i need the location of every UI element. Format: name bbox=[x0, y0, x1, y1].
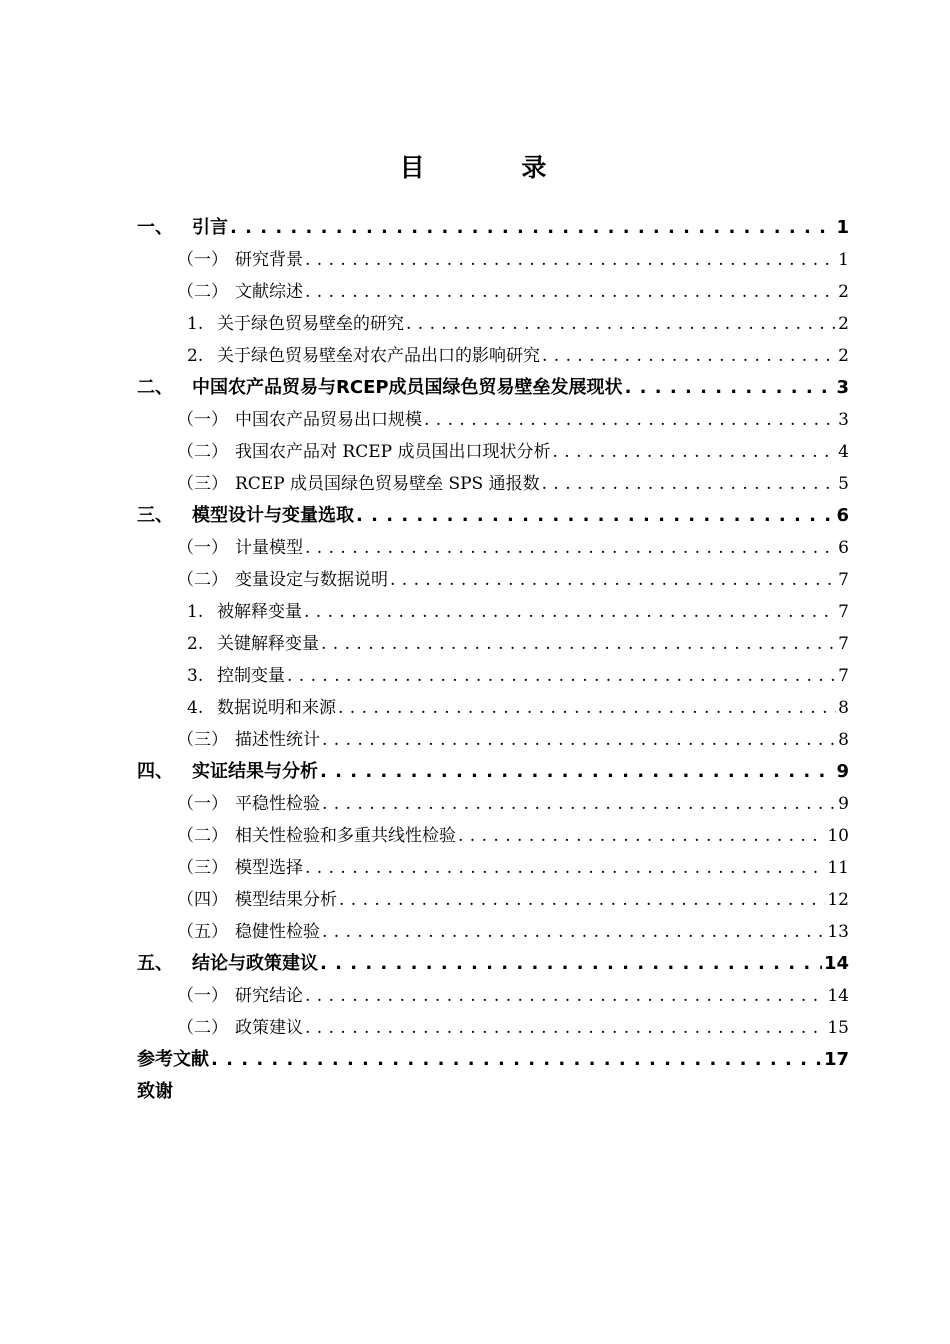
toc-entry-number: 三、 bbox=[137, 505, 173, 526]
toc-entry-title: 数据说明和来源 bbox=[217, 698, 336, 718]
toc-entry-number: 五、 bbox=[137, 953, 173, 974]
page-title: 目 录 bbox=[399, 153, 591, 182]
toc-page-number: 7 bbox=[838, 634, 849, 654]
toc-entry-title: 我国农产品对 RCEP 成员国出口现状分析 bbox=[235, 442, 551, 462]
toc-entry-number: （一） bbox=[177, 794, 228, 814]
toc-entry-title: 政策建议 bbox=[235, 1018, 303, 1038]
toc-dot-leader bbox=[458, 820, 825, 852]
toc-entry-number: 1. bbox=[187, 314, 204, 334]
toc-entry-number: （一） bbox=[177, 986, 228, 1006]
toc-entry[interactable] bbox=[137, 308, 849, 340]
toc-dot-leader bbox=[305, 1012, 825, 1044]
toc-dot-leader bbox=[552, 436, 836, 468]
toc-page-number: 14 bbox=[823, 953, 849, 974]
toc-page-number: 9 bbox=[836, 761, 849, 782]
toc-dot-leader bbox=[320, 948, 822, 980]
toc-entry-title: 结论与政策建议 bbox=[192, 953, 318, 974]
toc-page-number: 6 bbox=[836, 505, 849, 526]
toc-entry-title: 计量模型 bbox=[235, 538, 303, 558]
toc-entry-number: （一） bbox=[177, 538, 228, 558]
toc-entry[interactable] bbox=[137, 1012, 849, 1044]
toc-dot-leader bbox=[356, 500, 834, 532]
toc-entry[interactable] bbox=[137, 692, 849, 724]
toc-dot-leader bbox=[211, 1044, 822, 1076]
toc-entry-title: 变量设定与数据说明 bbox=[235, 570, 388, 590]
toc-entry[interactable] bbox=[137, 852, 849, 884]
toc-entry-title: 参考文献 bbox=[137, 1049, 209, 1070]
toc-dot-leader bbox=[424, 404, 836, 436]
toc-entry-title: 描述性统计 bbox=[235, 730, 320, 750]
toc-dot-leader bbox=[305, 852, 825, 884]
toc-page-number: 4 bbox=[838, 442, 849, 462]
toc-entry[interactable] bbox=[137, 820, 849, 852]
toc-page-number: 1 bbox=[838, 250, 849, 270]
toc-page-number: 17 bbox=[823, 1049, 849, 1070]
toc-dot-leader bbox=[305, 244, 836, 276]
toc-entry[interactable] bbox=[137, 628, 849, 660]
toc-dot-leader bbox=[287, 660, 836, 692]
toc-page-number: 2 bbox=[838, 282, 849, 302]
toc-dot-leader bbox=[406, 308, 836, 340]
toc-dot-leader bbox=[320, 756, 834, 788]
toc-entry-number: 一、 bbox=[137, 217, 173, 238]
toc-entry-number: 1. bbox=[187, 602, 204, 622]
toc-entry[interactable] bbox=[137, 244, 849, 276]
toc-entry-title: 稳健性检验 bbox=[235, 922, 320, 942]
toc-entry-number: （三） bbox=[177, 858, 228, 878]
toc-page-number: 3 bbox=[838, 410, 849, 430]
toc-page-number: 7 bbox=[838, 602, 849, 622]
toc-entry[interactable] bbox=[137, 276, 849, 308]
toc-entry-number: （二） bbox=[177, 570, 228, 590]
toc-page-number: 13 bbox=[827, 922, 849, 942]
toc-dot-leader bbox=[304, 596, 836, 628]
toc-entry[interactable] bbox=[137, 724, 849, 756]
toc-page-number: 2 bbox=[838, 346, 849, 366]
toc-page-number: 10 bbox=[827, 826, 849, 846]
toc-entry[interactable] bbox=[137, 756, 849, 788]
toc-entry-title: 研究结论 bbox=[235, 986, 303, 1006]
toc-entry[interactable] bbox=[137, 1044, 849, 1076]
toc-entry-title: 关于绿色贸易壁垒对农产品出口的影响研究 bbox=[217, 346, 540, 366]
toc-entry-title: 中国农产品贸易与RCEP成员国绿色贸易壁垒发展现状 bbox=[192, 377, 623, 398]
toc-dot-leader bbox=[338, 692, 836, 724]
toc-entry-title: 模型选择 bbox=[235, 858, 303, 878]
toc-page-number: 14 bbox=[827, 986, 849, 1006]
toc-entry-number: （三） bbox=[177, 474, 228, 494]
toc-entry-number: （二） bbox=[177, 1018, 228, 1038]
toc-page-number: 3 bbox=[836, 377, 849, 398]
toc-entry[interactable] bbox=[137, 788, 849, 820]
toc-entry-title: 相关性检验和多重共线性检验 bbox=[235, 826, 456, 846]
toc-dot-leader bbox=[305, 276, 836, 308]
toc-entry-number: 2. bbox=[187, 634, 204, 654]
toc-entry-number: 3. bbox=[187, 666, 204, 686]
toc-entry[interactable] bbox=[137, 948, 849, 980]
toc-entry-number: （一） bbox=[177, 250, 228, 270]
toc-page-number: 11 bbox=[827, 858, 849, 878]
toc-entry-title: 关键解释变量 bbox=[217, 634, 319, 654]
toc-entry-title: RCEP 成员国绿色贸易壁垒 SPS 通报数 bbox=[235, 474, 540, 494]
toc-dot-leader bbox=[542, 340, 836, 372]
toc-entry-number: （二） bbox=[177, 282, 228, 302]
toc-page-number: 12 bbox=[827, 890, 849, 910]
toc-dot-leader bbox=[230, 212, 834, 244]
toc-entry-number: （三） bbox=[177, 730, 228, 750]
toc-entry[interactable] bbox=[137, 660, 849, 692]
toc-page-number: 15 bbox=[827, 1018, 849, 1038]
toc-dot-leader bbox=[322, 916, 825, 948]
toc-entry[interactable] bbox=[137, 564, 849, 596]
toc-entry-number: （四） bbox=[177, 890, 228, 910]
toc-page-number: 7 bbox=[838, 666, 849, 686]
toc-entry[interactable] bbox=[137, 532, 849, 564]
toc-entry-number: （二） bbox=[177, 826, 228, 846]
toc-page-number: 2 bbox=[838, 314, 849, 334]
toc-entry-title: 引言 bbox=[192, 217, 228, 238]
toc-entry-title: 关于绿色贸易壁垒的研究 bbox=[217, 314, 404, 334]
toc-page-number: 8 bbox=[838, 730, 849, 750]
table-of-contents bbox=[137, 212, 849, 1108]
toc-dot-leader bbox=[390, 564, 836, 596]
toc-entry-title: 模型设计与变量选取 bbox=[192, 505, 354, 526]
toc-entry[interactable] bbox=[137, 916, 849, 948]
toc-page-number: 8 bbox=[838, 698, 849, 718]
toc-entry[interactable] bbox=[137, 500, 849, 532]
toc-page-number: 7 bbox=[838, 570, 849, 590]
toc-entry[interactable] bbox=[137, 980, 849, 1012]
toc-dot-leader bbox=[625, 372, 835, 404]
toc-entry-title: 文献综述 bbox=[235, 282, 303, 302]
toc-entry-number: （一） bbox=[177, 410, 228, 430]
toc-dot-leader bbox=[321, 628, 836, 660]
toc-entry[interactable] bbox=[137, 436, 849, 468]
toc-entry-title: 控制变量 bbox=[217, 666, 285, 686]
toc-entry[interactable] bbox=[137, 884, 849, 916]
toc-entry-number: 二、 bbox=[137, 377, 173, 398]
toc-page-number: 6 bbox=[838, 538, 849, 558]
toc-entry-title: 被解释变量 bbox=[217, 602, 302, 622]
toc-entry-title: 模型结果分析 bbox=[235, 890, 337, 910]
toc-entry-number: 2. bbox=[187, 346, 204, 366]
toc-entry-title: 中国农产品贸易出口规模 bbox=[235, 410, 422, 430]
toc-page-number: 9 bbox=[838, 794, 849, 814]
toc-entry[interactable] bbox=[137, 212, 849, 244]
toc-entry-title: 致谢 bbox=[137, 1081, 173, 1102]
toc-entry-title: 研究背景 bbox=[235, 250, 303, 270]
toc-entry[interactable] bbox=[137, 404, 849, 436]
toc-entry[interactable] bbox=[137, 372, 849, 404]
toc-entry[interactable] bbox=[137, 596, 849, 628]
toc-dot-leader bbox=[322, 788, 836, 820]
toc-entry-number: （二） bbox=[177, 442, 228, 462]
toc-entry[interactable] bbox=[137, 468, 849, 500]
toc-entry-number: 四、 bbox=[137, 761, 173, 782]
toc-entry-title: 平稳性检验 bbox=[235, 794, 320, 814]
toc-entry[interactable] bbox=[137, 1076, 849, 1108]
toc-page-number: 1 bbox=[836, 217, 849, 238]
toc-entry-number: （五） bbox=[177, 922, 228, 942]
toc-dot-leader bbox=[542, 468, 837, 500]
toc-entry-number: 4. bbox=[187, 698, 204, 718]
toc-page-number: 5 bbox=[838, 474, 849, 494]
toc-entry[interactable] bbox=[137, 340, 849, 372]
toc-entry-title: 实证结果与分析 bbox=[192, 761, 318, 782]
toc-dot-leader bbox=[339, 884, 825, 916]
toc-dot-leader bbox=[305, 980, 825, 1012]
toc-dot-leader bbox=[305, 532, 836, 564]
toc-dot-leader bbox=[322, 724, 836, 756]
